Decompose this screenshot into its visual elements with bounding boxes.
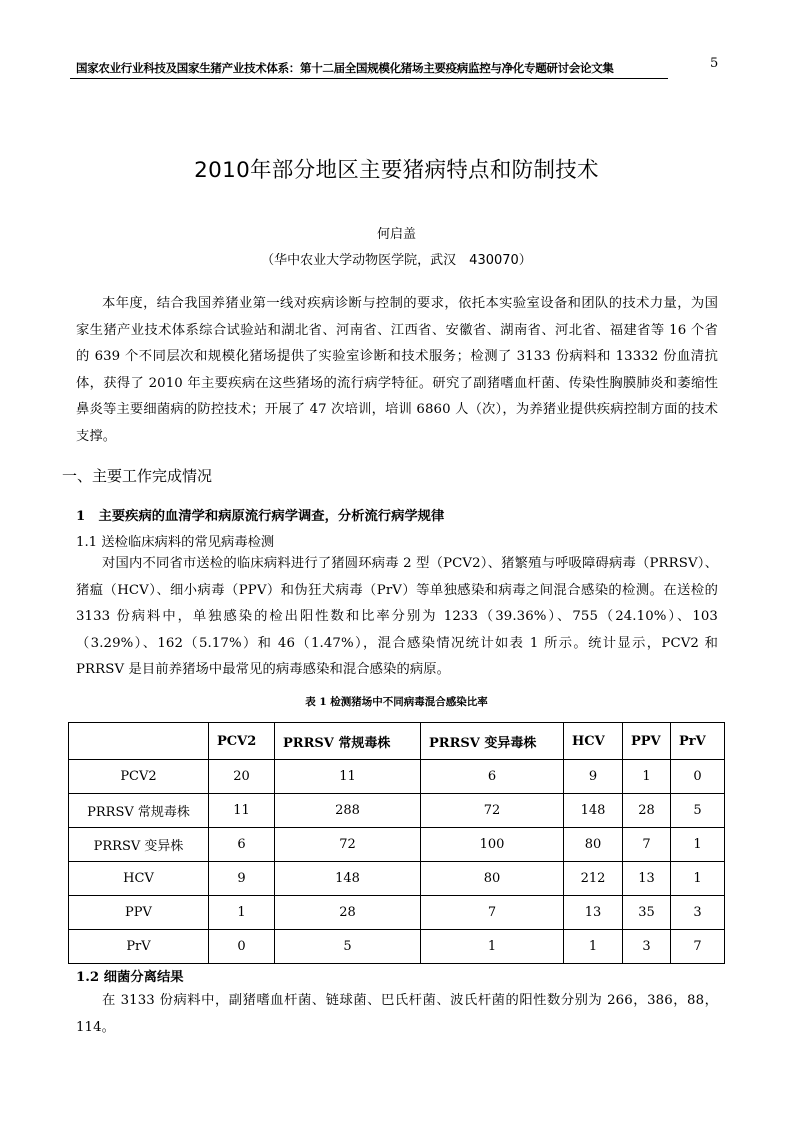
table-cell: 72 [275, 828, 421, 862]
page-number: 5 [710, 56, 719, 71]
table-cell: 6 [421, 760, 564, 794]
column-header: PrV [671, 723, 725, 760]
table-cell: 28 [623, 794, 671, 828]
running-header: 国家农业行业科技及国家生猪产业技术体系：第十二届全国规模化猪场主要疫病监控与净化专题研讨会论文集 [76, 61, 614, 75]
table-cell: 35 [623, 896, 671, 930]
table-cell: 3 [623, 930, 671, 964]
coinfection-table [68, 722, 725, 964]
table-cell: 288 [275, 794, 421, 828]
table-cell: 148 [275, 862, 421, 896]
table-cell: 212 [564, 862, 623, 896]
table-cell: 80 [421, 862, 564, 896]
table-cell: 6 [209, 828, 275, 862]
column-header: PRRSV 变异毒株 [421, 723, 564, 760]
table-cell: 0 [671, 760, 725, 794]
table-row [69, 862, 725, 896]
affiliation: （华中农业大学动物医学院，武汉 430070） [261, 253, 532, 268]
column-header [69, 723, 209, 760]
table-row [69, 794, 725, 828]
subsection-heading: 1 主要疾病的血清学和病原流行病学调查，分析流行病学规律 [76, 509, 445, 524]
row-header: PRRSV 常规毒株 [69, 794, 209, 828]
table-row [69, 930, 725, 964]
table-cell: 7 [421, 896, 564, 930]
abstract-paragraph: 本年度，结合我国养猪业第一线对疾病诊断与控制的要求，依托本实验室设备和团队的技术力量，为国家生猪产业技术体系综合试验站和湖北省、河南省、江西省、安徽省、湖南省、河北省、福建省等 16 个省的 639 个不同层次和规模化猪场提供了实验室诊断和技术服务；检测了 3133 份病料和 13332 份血清抗体，获得了 2010 年主要疾病在这些猪场的流行病学特征。研究了副猪嗜血杆菌、传染性胸膜肺炎和萎缩性鼻炎等主要细菌病的防控技术；开展了 47 次培训，培训 6860 人（次），为养猪业提供疾病控制方面的技术支撑。 [76, 296, 718, 444]
table-cell: 9 [564, 760, 623, 794]
row-header: PRRSV 变异株 [69, 828, 209, 862]
table-cell: 1 [623, 760, 671, 794]
table-cell: 100 [421, 828, 564, 862]
table-cell: 5 [275, 930, 421, 964]
body-paragraph: 对国内不同省市送检的临床病料进行了猪圆环病毒 2 型（PCV2）、猪繁殖与呼吸障碍病毒（PRRSV）、猪瘟（HCV）、细小病毒（PPV）和伪狂犬病毒（PrV）等单独感染和病毒之间混合感染的检测。在送检的 3133 份病料中，单独感染的检出阳性数和比率分别为 1233（39.36%）、755（24.10%）、103（3.29%）、162（5.17%）和 46（1.47%），混合感染情况统计如表 1 所示。统计显示，PCV2 和 PRRSV 是目前养猪场中最常见的病毒感染和混合感染的病原。 [76, 556, 718, 678]
table-cell: 20 [209, 760, 275, 794]
table-cell: 13 [623, 862, 671, 896]
column-header: PRRSV 常规毒株 [275, 723, 421, 760]
table-row [69, 760, 725, 794]
table-cell: 9 [209, 862, 275, 896]
row-header: PCV2 [69, 760, 209, 794]
column-header: PPV [623, 723, 671, 760]
body-paragraph: 在 3133 份病料中，副猪嗜血杆菌、链球菌、巴氏杆菌、波氏杆菌的阳性数分别为 266，386，88，114。 [76, 993, 718, 1035]
table-cell: 1 [671, 828, 725, 862]
table-cell: 3 [671, 896, 725, 930]
table-row [69, 896, 725, 930]
table-cell: 13 [564, 896, 623, 930]
table-cell: 80 [564, 828, 623, 862]
table-cell: 11 [275, 760, 421, 794]
subsubsection-heading: 1.1 送检临床病料的常见病毒检测 [76, 535, 275, 550]
author: 何启盖 [376, 227, 416, 242]
table-cell: 148 [564, 794, 623, 828]
table-cell: 1 [209, 896, 275, 930]
table-cell: 11 [209, 794, 275, 828]
header-rule [70, 78, 668, 79]
table-cell: 28 [275, 896, 421, 930]
table-header-row [69, 723, 725, 760]
subsubsection-heading: 1.2 细菌分离结果 [76, 970, 184, 985]
table-cell: 0 [209, 930, 275, 964]
section-heading: 一、主要工作完成情况 [62, 467, 213, 485]
table-cell: 72 [421, 794, 564, 828]
table-row [69, 828, 725, 862]
article-title: 2010年部分地区主要猪病特点和防制技术 [194, 158, 599, 183]
table-cell: 7 [623, 828, 671, 862]
table-caption: 表 1 检测猪场中不同病毒混合感染比率 [305, 696, 488, 708]
table-cell: 1 [421, 930, 564, 964]
table-cell: 5 [671, 794, 725, 828]
row-header: PrV [69, 930, 209, 964]
table-cell: 1 [564, 930, 623, 964]
column-header: PCV2 [209, 723, 275, 760]
table-cell: 1 [671, 862, 725, 896]
row-header: PPV [69, 896, 209, 930]
row-header: HCV [69, 862, 209, 896]
table-cell: 7 [671, 930, 725, 964]
column-header: HCV [564, 723, 623, 760]
